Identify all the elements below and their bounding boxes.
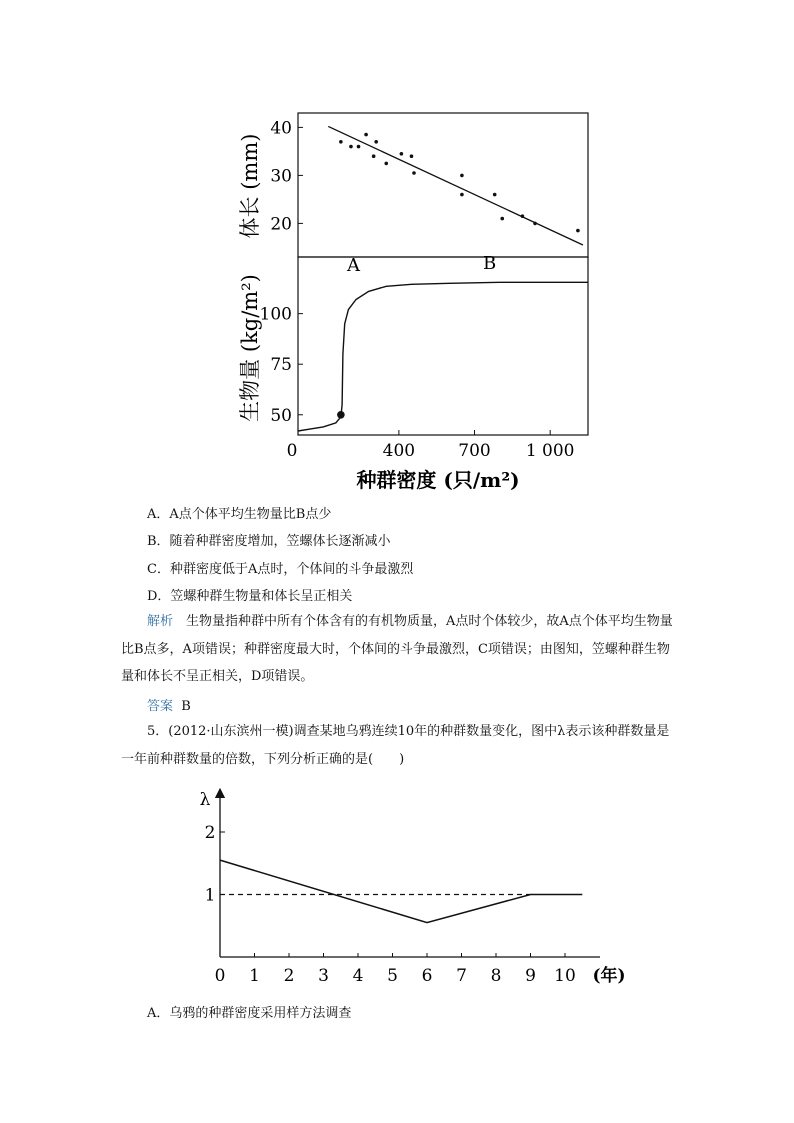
scatter-point (339, 140, 343, 144)
point-label-a: A (346, 255, 360, 277)
option-d: D．笠螺种群生物量和体长呈正相关 (147, 589, 353, 604)
scatter-y-tick-label: 30 (270, 166, 292, 187)
figure-2 (195, 785, 635, 995)
fig2-x-tick-label: 1 (249, 966, 260, 986)
curve-start-point (337, 411, 345, 419)
figure-1 (230, 108, 600, 498)
fig2-y-label: λ (199, 790, 211, 810)
scatter-y-tick-label: 20 (270, 214, 292, 235)
scatter-point (493, 193, 497, 197)
fig2-y-tick-label: 1 (204, 885, 216, 906)
scatter-point (460, 174, 464, 178)
biomass-y-label: 生物量 (kg/m²) (238, 274, 262, 422)
biomass-x-tick-label: 400 (382, 441, 416, 461)
analysis-paragraph (121, 608, 681, 691)
fig2-x-tick-label: 8 (490, 966, 502, 986)
scatter-point (460, 193, 464, 197)
scatter-point (576, 229, 580, 233)
fig2-x-tick-label: 10 (554, 966, 576, 986)
answer-value: B (181, 699, 191, 714)
biomass-x-tick-label: 0 (286, 441, 298, 461)
option-a: A．A点个体平均生物量比B点少 (147, 507, 332, 522)
fig2-x-tick-label: 6 (421, 966, 433, 986)
analysis-label: 解析 (147, 614, 174, 629)
biomass-y-tick-label: 75 (270, 355, 292, 376)
scatter-point (349, 145, 353, 149)
scatter-point (410, 154, 414, 158)
fig2-y-tick-label: 2 (204, 823, 216, 843)
trend-line (328, 126, 583, 245)
biomass-x-tick-label: 700 (458, 441, 491, 461)
scatter-y-tick-label: 40 (270, 118, 292, 139)
scatter-point (372, 154, 376, 158)
scatter-point (500, 217, 504, 221)
fig2-x-tick-label: 5 (387, 966, 398, 986)
fig2-x-label: (年) (592, 966, 626, 986)
scatter-y-label: 体长 (mm) (238, 133, 262, 239)
answer-line (147, 695, 191, 714)
analysis-text: 生物量指种群中所有个体含有的有机物质量，A点时个体较少，故A点个体平均生物量比B点多，A项错误；种群密度最大时，个体间的斗争最激烈，C项错误；由图知，笠螺种群生物量和体长不呈正相关，D项错误。 (121, 614, 673, 684)
fig2-x-tick-label: 2 (283, 966, 295, 986)
scatter-point (357, 145, 361, 149)
scatter-point (400, 152, 404, 156)
q5-option-a: A．乌鸦的种群密度采用样方法调查 (147, 1006, 352, 1021)
scatter-point (412, 171, 416, 175)
fig2-x-tick-label: 0 (214, 966, 226, 986)
scatter-panel-frame (298, 113, 588, 257)
option-b: B．随着种群密度增加，笠螺体长逐渐减小 (147, 534, 391, 549)
biomass-y-tick-label: 100 (259, 304, 292, 325)
fig2-x-tick-label: 3 (318, 966, 329, 986)
biomass-x-label: 种群密度 (只/m²) (356, 468, 520, 492)
fig2-x-tick-label: 9 (525, 966, 536, 986)
biomass-y-tick-label: 50 (270, 405, 292, 426)
biomass-x-tick-label: 1 000 (525, 441, 575, 461)
point-label-b: B (483, 253, 497, 275)
fig2-x-tick-label: 4 (352, 966, 364, 986)
answer-label: 答案 (147, 699, 174, 714)
biomass-curve (298, 282, 588, 431)
option-c: C．种群密度低于A点时，个体间的斗争最激烈 (147, 562, 414, 577)
fig2-lambda-line (220, 860, 582, 923)
fig2-x-tick-label: 7 (456, 966, 467, 986)
scatter-point (364, 133, 368, 137)
scatter-point (384, 162, 388, 166)
scatter-point (374, 140, 378, 144)
question-5-text: 5．(2012·山东滨州一模)调查某地乌鸦连续10年的种群数量变化，图中λ表示该种群数量是一年前种群数量的倍数，下列分析正确的是( ) (121, 724, 670, 767)
